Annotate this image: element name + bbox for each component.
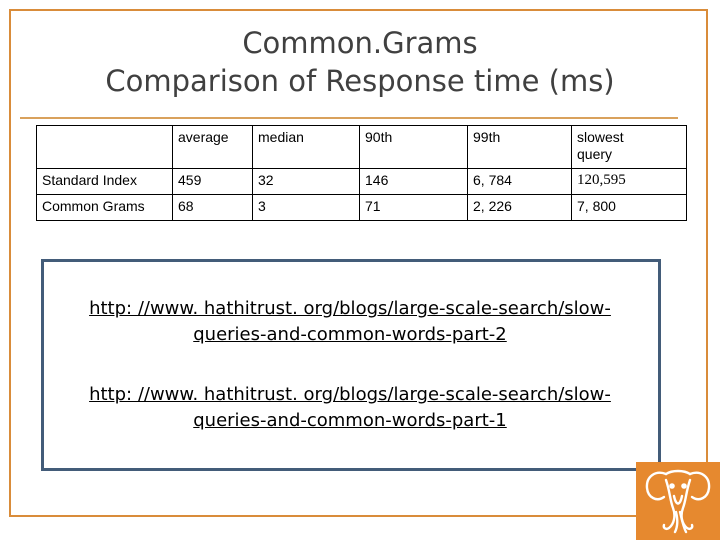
row-label: Standard Index [37, 169, 173, 195]
link-line-2: queries-and-common-words-part-2 [193, 324, 507, 345]
cell-median: 3 [253, 195, 360, 221]
link-line-1: http: //www. hathitrust. org/blogs/large-scale-search/slow- [89, 384, 611, 405]
link-line-1: http: //www. hathitrust. org/blogs/large-scale-search/slow- [89, 298, 611, 319]
cell-90th: 146 [360, 169, 468, 195]
row-label: Common Grams [37, 195, 173, 221]
cell-90th: 71 [360, 195, 468, 221]
title-line-1: Common.Grams [242, 26, 478, 60]
cell-average: 459 [173, 169, 253, 195]
response-time-table [36, 125, 687, 221]
title-line-2: Comparison of Response time (ms) [105, 64, 615, 98]
table-header-row [37, 126, 687, 169]
links-box [41, 259, 661, 471]
cell-99th: 6, 784 [468, 169, 572, 195]
header-cell-90th: 90th [360, 126, 468, 169]
cell-slowest: 7, 800 [572, 195, 687, 221]
header-cell-median: median [253, 126, 360, 169]
header-cell-slowest [572, 126, 687, 169]
blog-link-part-1[interactable] [60, 382, 640, 434]
cell-average: 68 [173, 195, 253, 221]
cell-99th: 2, 226 [468, 195, 572, 221]
blog-link-part-2[interactable] [60, 296, 640, 348]
hathitrust-logo [636, 462, 720, 540]
slide-title [40, 24, 680, 100]
table-row [37, 169, 687, 195]
elephant-icon [636, 462, 720, 540]
cell-median: 32 [253, 169, 360, 195]
cell-slowest: 120,595 [572, 169, 687, 195]
table-row [37, 195, 687, 221]
header-cell-99th: 99th [468, 126, 572, 169]
title-divider [20, 117, 678, 119]
link-line-2: queries-and-common-words-part-1 [193, 410, 507, 431]
header-cell-average: average [173, 126, 253, 169]
header-slowest-label: slowest query [577, 129, 624, 162]
header-cell-empty [37, 126, 173, 169]
